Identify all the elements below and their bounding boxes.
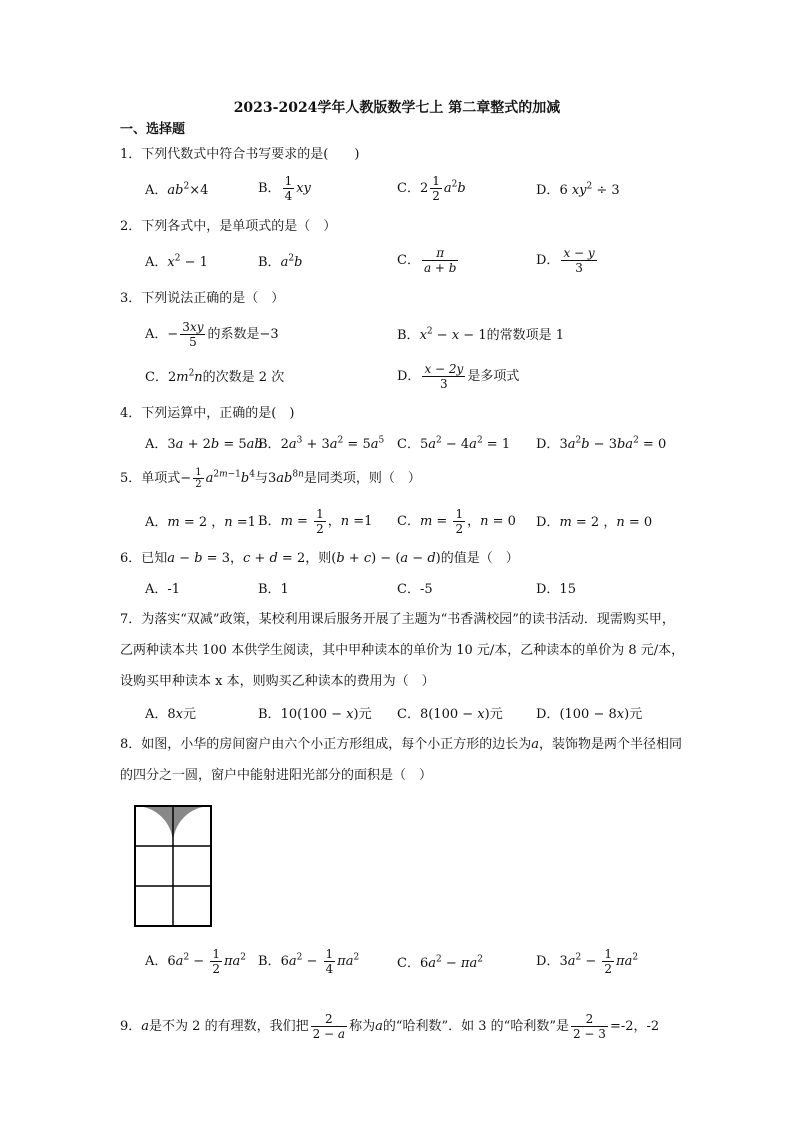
question-1-option-d[interactable]: D．6 $xy^2 \div 3$ [536, 181, 620, 198]
question-1-stem: 1．下列代数式中符合书写要求的是( ) [120, 147, 360, 162]
question-2-option-a[interactable]: A．$x^2 - 1$ [145, 253, 208, 270]
question-7-stem: 7．为落实“双减”政策，某校利用课后服务开展了主题为“书香满校园”的读书活动．现需购买甲，乙两种读本共 100 本供学生阅读，其中甲种读本的单价为 10 元/本，乙种读本的单价为 8 元/本，设购买甲种读本 x 本，则购买乙种读本的费用为（ ） [120, 612, 685, 689]
question-8-option-a[interactable]: A．$6a^2$ − $\frac{1}{2}$ $\pi a^2$ [145, 947, 247, 976]
question-6-option-a[interactable]: A．-1 [145, 582, 181, 597]
question-8-stem: 8．如图，小华的房间窗户由六个小正方形组成，每个小正方形的边长为a，装饰物是两个半径相同的四分之一圆，窗户中能射进阳光部分的面积是（ ） [120, 737, 683, 783]
question-5-option-a[interactable]: A．m = 2 ，n =1 [145, 515, 256, 530]
question-6-stem: 6．已知a − b = 3，c + d = 2，则(b + c) − (a − d)的值是（ ） [120, 551, 519, 566]
question-3-option-d[interactable]: D． $\frac{x - 2y}{3}$ 是多项式 [397, 362, 520, 391]
question-4-stem: 4．下列运算中，正确的是( ) [120, 406, 295, 421]
question-1-option-c[interactable]: C．2 $\frac{1}{2}$ $a^2b$ [397, 174, 466, 203]
question-1-option-a[interactable]: A．$ab^2\times 4$ [145, 181, 209, 198]
question-6-option-c[interactable]: C．-5 [397, 582, 433, 597]
question-4-option-c[interactable]: C．$5a^2 - 4a^2 = 1$ [397, 435, 511, 452]
question-4-option-b[interactable]: B．$2a^3 + 3a^2 = 5a^5$ [258, 435, 385, 452]
question-2-option-d[interactable]: D． $\frac{x - y}{3}$ [536, 246, 595, 275]
question-7-option-d[interactable]: D．(100 − 8x)元 [536, 707, 643, 722]
question-5-option-b[interactable]: B．m = $\frac{1}{2}$ ，n =1 [258, 507, 373, 536]
question-3-option-c[interactable]: C．$2m^2n$的次数是 2 次 [145, 368, 285, 385]
section-heading: 一、选择题 [120, 122, 186, 137]
page-title: 2023-2024学年人教版数学七上 第二章整式的加减 [233, 100, 561, 116]
question-6-option-b[interactable]: B．1 [258, 582, 289, 597]
question-3-option-a[interactable]: A．− $\frac{3xy}{5}$ 的系数是−3 [145, 320, 279, 349]
question-4-option-d[interactable]: D．$3a^2b - 3ba^2 = 0$ [536, 435, 667, 452]
question-5-option-c[interactable]: C．m = $\frac{1}{2}$ ，n = 0 [397, 507, 516, 536]
window-figure [134, 805, 212, 927]
question-4-option-a[interactable]: A．3a + 2b = 5ab [145, 437, 263, 452]
question-8-option-b[interactable]: B．$6a^2$ − $\frac{1}{4}$ $\pi a^2$ [258, 947, 360, 976]
question-3-option-b[interactable]: B．$x^2 - x - 1$的常数项是 1 [397, 326, 564, 343]
question-7-option-b[interactable]: B．10(100 − x)元 [258, 707, 372, 722]
question-8-option-d[interactable]: D．$3a^2$ − $\frac{1}{2}$ $\pi a^2$ [536, 947, 639, 976]
question-5-option-d[interactable]: D．m = 2 ，n = 0 [536, 515, 653, 530]
question-2-stem: 2．下列各式中，是单项式的是（ ） [120, 219, 337, 234]
question-6-option-d[interactable]: D．15 [536, 582, 576, 597]
question-2-option-c[interactable]: C． $\frac{\pi}{a + b}$ [397, 246, 457, 275]
question-8-option-c[interactable]: C．$6a^2 - \pi a^2$ [397, 954, 483, 971]
question-2-option-b[interactable]: B．$a^2b$ [258, 253, 303, 270]
question-7-option-c[interactable]: C．8(100 − x)元 [397, 707, 503, 722]
question-3-stem: 3．下列说法正确的是（ ） [120, 291, 285, 306]
question-1-option-b[interactable]: B． $\frac{1}{4}$ xy [258, 174, 311, 203]
question-7-option-a[interactable]: A．8x元 [145, 707, 197, 722]
question-9-stem: 9．a是不为 2 的有理数，我们把 $\frac{2}{2 - a}$ 称为a的“哈利数”．如 3 的“哈利数”是 $\frac{2}{2 - 3}$ =-2，-2 [120, 1012, 660, 1041]
question-5-stem: 5．单项式− $\frac{1}{2}$ $a^{2m-1}b^4$与$3ab^{8n}$是同类项，则（ ） [120, 467, 421, 490]
